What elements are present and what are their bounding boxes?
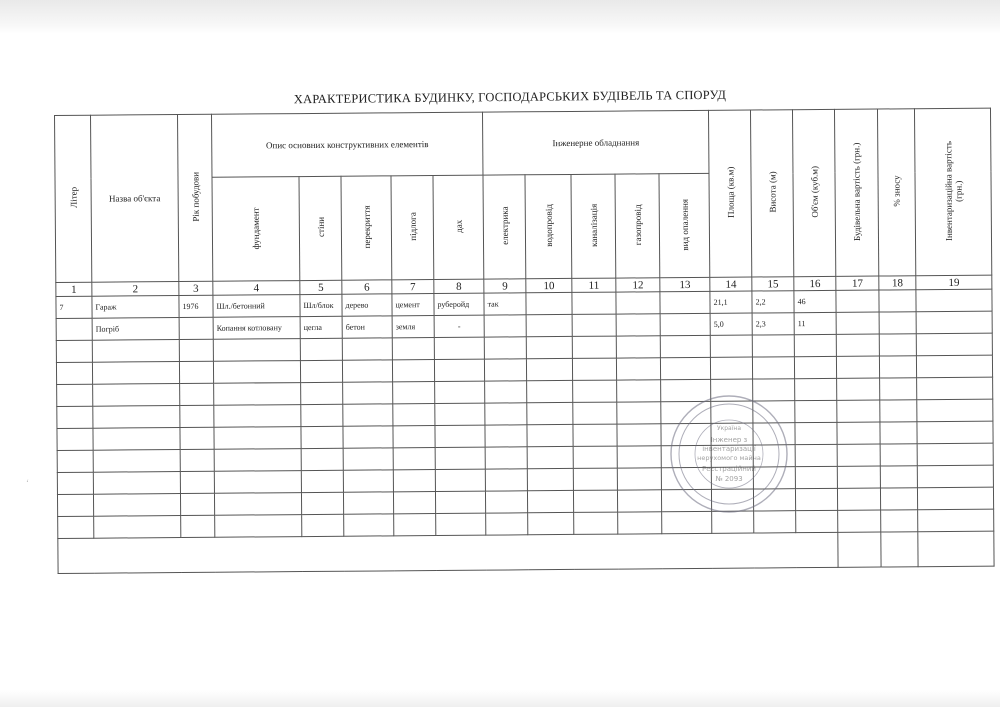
empty-cell [484,359,526,381]
cell-walls: Шл/блок [300,294,342,316]
empty-cell [343,382,393,404]
total-inventory-cost [918,531,994,567]
empty-cell [214,383,301,406]
column-number: 10 [526,278,572,292]
empty-cell [526,358,572,380]
empty-cell [393,382,435,404]
empty-cell [301,492,343,514]
empty-cell [57,428,93,450]
header-roof: дах [433,175,484,279]
empty-cell [434,359,484,381]
empty-cell [343,492,393,514]
empty-cell [57,384,93,406]
empty-cell [879,334,916,356]
empty-cell [343,448,393,470]
column-number: 12 [616,278,660,292]
cell-foundation: Шл./бетонний [213,295,300,318]
cell-liter: 7 [56,296,92,318]
column-number: 5 [300,280,342,294]
cell-area: 5,0 [710,313,752,335]
total-row-label [58,532,838,573]
empty-cell [485,469,527,491]
cell-ceilings: дерево [342,294,392,316]
cell-year: 1976 [179,295,213,317]
empty-cell [435,381,485,403]
empty-cell [796,488,838,510]
empty-cell [57,450,93,472]
empty-cell [56,362,92,384]
empty-cell [92,362,179,385]
empty-cell [660,335,710,357]
cell-inventory-cost [916,289,992,312]
header-volume: Об'єм (куб.м) [793,109,836,276]
cell-height: 2,2 [752,291,794,313]
empty-cell [917,465,993,488]
empty-cell [795,466,837,488]
empty-cell [344,514,394,536]
characteristics-table [54,108,995,574]
empty-cell [393,492,435,514]
cell-roof: - [434,315,484,337]
empty-cell [214,493,301,516]
column-number: 2 [92,282,179,297]
empty-cell [573,468,617,490]
empty-cell [301,404,343,426]
empty-cell [711,357,753,379]
empty-cell [485,447,527,469]
empty-cell [527,468,573,490]
cell-foundation [213,317,300,340]
header-liter: Літер [55,115,92,282]
empty-cell [573,424,617,446]
empty-cell [574,512,618,534]
cell-sewerage [572,292,616,314]
empty-cell [180,427,214,449]
cell-foundation-text: Копання котловану [216,323,282,333]
cell-build-cost [836,290,879,312]
cell-inventory-cost [916,311,992,334]
empty-cell [435,403,485,425]
empty-cell [880,400,917,422]
empty-cell [214,471,301,494]
empty-cell [58,516,94,538]
empty-cell [795,356,837,378]
empty-cell [795,400,837,422]
empty-cell [342,338,392,360]
cell-ceilings: бетон [342,316,392,338]
column-number: 13 [660,277,710,291]
empty-cell [573,402,617,424]
cell-wear [879,312,916,334]
empty-cell [918,487,994,510]
empty-cell [392,360,434,382]
empty-cell [616,358,660,380]
empty-cell [435,469,485,491]
round-seal-stamp [667,392,791,516]
empty-cell [917,421,993,444]
empty-cell [527,402,573,424]
cell-floor: земля [392,316,434,338]
total-build-cost [838,532,881,567]
header-area: Площа (кв.м) [709,110,752,277]
column-number: 18 [879,276,916,290]
empty-cell [434,337,484,359]
empty-cell [485,403,527,425]
cell-water [526,292,572,314]
empty-cell [180,383,214,405]
empty-cell [180,449,214,471]
empty-cell [392,338,434,360]
empty-cell [343,470,393,492]
stamp-line: Інженер з [710,436,748,444]
cell-walls: цегла [300,316,342,338]
empty-cell [393,426,435,448]
empty-cell [752,335,794,357]
empty-cell [838,488,881,510]
empty-cell [880,356,917,378]
cell-heating [660,291,710,313]
empty-cell [93,450,180,473]
column-number: 17 [836,276,879,290]
cell-heating [660,313,710,335]
empty-cell [572,336,616,358]
cell-wear [879,290,916,312]
empty-cell [214,405,301,428]
empty-cell [710,335,752,357]
empty-cell [301,448,343,470]
empty-cell [572,358,616,380]
empty-cell [301,426,343,448]
header-heating: вид опалення [659,173,710,277]
empty-cell [301,470,343,492]
cell-water [526,314,572,336]
empty-cell [435,447,485,469]
header-row-1 [55,108,992,178]
empty-cell [343,426,393,448]
empty-cell [618,490,662,512]
empty-cell [56,340,92,362]
empty-cell [93,384,180,407]
empty-cell [617,446,661,468]
cell-year [179,317,213,339]
empty-cell [180,405,214,427]
empty-cell [753,357,795,379]
header-floor: підлога [391,176,434,280]
empty-cell [214,427,301,450]
empty-cell [796,510,838,532]
column-number: 16 [794,276,836,290]
empty-cell [180,493,214,515]
empty-cell [618,512,662,534]
empty-cell [93,472,180,495]
empty-cell [300,338,342,360]
column-number: 11 [572,278,616,292]
empty-cell [486,513,528,535]
stamp-line: Україна [716,425,742,432]
empty-cell [57,494,93,516]
scan-mark: ʻ [26,478,29,488]
header-walls: стіни [299,176,342,280]
cell-volume: 46 [794,290,836,312]
empty-cell [795,422,837,444]
header-build-cost: Будівельна вартість (грн.) [835,109,879,276]
header-foundation: фундамент [212,177,300,282]
cell-name: Погріб [92,318,179,341]
header-gas: газопровід [615,174,660,278]
column-number: 14 [710,277,752,291]
column-number: 8 [434,279,484,293]
empty-cell [836,334,879,356]
total-row [58,531,994,573]
column-number: 9 [484,279,526,293]
empty-cell [617,402,661,424]
header-ceilings: перекриття [341,176,392,280]
empty-cell [57,406,93,428]
empty-cell [527,380,573,402]
header-sewerage: каналізація [571,174,616,278]
stamp-line: нерухомого майна [697,454,761,462]
header-elements-group: Опис основних конструктивних елементів [211,112,483,177]
empty-cell [917,443,993,466]
empty-cell [837,444,880,466]
cell-electricity: так [484,293,526,315]
empty-cell [880,466,917,488]
header-water: водопровід [525,174,572,278]
empty-cell [880,422,917,444]
empty-cell [343,404,393,426]
empty-cell [660,357,710,379]
empty-cell [917,355,993,378]
empty-cell [795,444,837,466]
stamp-line: № 2093 [715,475,743,483]
empty-cell [837,422,880,444]
empty-cell [527,446,573,468]
empty-cell [837,356,880,378]
cell-floor: цемент [392,294,434,316]
empty-cell [837,378,880,400]
cell-roof: руберойд [434,293,484,315]
cell-liter [56,318,92,340]
empty-cell [393,404,435,426]
empty-cell [92,340,179,363]
empty-cell [881,510,918,532]
empty-cell [484,337,526,359]
empty-cell [528,512,574,534]
empty-cell [94,516,181,539]
cell-gas [616,314,660,336]
empty-cell [393,448,435,470]
header-height: Висота (м) [751,110,794,277]
empty-cell [916,333,992,356]
empty-cell [214,449,301,472]
empty-cell [917,399,993,422]
empty-cell [93,494,180,517]
empty-cell [881,488,918,510]
empty-cell [526,336,572,358]
empty-cell [485,381,527,403]
cell-build-cost [836,312,879,334]
column-number: 15 [752,277,794,291]
empty-cell [180,471,214,493]
empty-cell [527,424,573,446]
empty-cell [573,446,617,468]
header-inventory-cost: Інвентаризаційна вартість (грн.) [915,108,992,276]
empty-cell [300,360,342,382]
column-number: 7 [392,280,434,294]
column-number: 3 [179,281,213,295]
empty-cell [435,425,485,447]
empty-cell [617,424,661,446]
empty-cell [394,514,436,536]
empty-cell [436,513,486,535]
empty-cell [837,400,880,422]
empty-cell [393,470,435,492]
header-name: Назва об'єкта [91,115,179,283]
empty-cell [179,339,213,361]
scan-shadow-bottom [0,690,1000,707]
empty-cell [57,472,93,494]
cell-gas [616,292,660,314]
empty-cell [838,510,881,532]
header-engineering-group: Інженерне обладнання [483,110,710,175]
empty-cell [795,378,837,400]
empty-cell [573,380,617,402]
scan-shadow-top [0,0,1000,34]
stamp-line: інвентаризації [702,445,756,453]
column-number: 6 [342,280,392,294]
empty-cell [880,444,917,466]
empty-cell [435,491,485,513]
header-electricity: електрика [483,175,526,279]
empty-cell [574,490,618,512]
stamp-line: Реєстраційний [702,465,756,473]
empty-cell [213,339,300,362]
empty-cell [215,515,302,538]
total-wear [881,532,918,567]
cell-volume: 11 [794,312,836,334]
empty-cell [181,515,215,537]
cell-electricity [484,315,526,337]
empty-cell [616,336,660,358]
column-number: 19 [916,275,992,290]
empty-cell [617,380,661,402]
empty-cell [213,361,300,384]
column-number: 1 [56,282,92,296]
empty-cell [880,378,917,400]
empty-cell [918,509,994,532]
empty-cell [302,514,344,536]
empty-cell [486,491,528,513]
empty-cell [485,425,527,447]
empty-cell [528,490,574,512]
cell-name: Гараж [92,296,179,319]
header-wear: % зносу [878,109,916,276]
document-title: ХАРАКТЕРИСТИКА БУДИНКУ, ГОСПОДАРСЬКИХ БУДІВЕЛЬ ТА СПОРУД [293,87,727,107]
cell-height: 2,3 [752,313,794,335]
empty-cell [837,466,880,488]
empty-cell [179,361,213,383]
empty-cell [93,406,180,429]
column-number: 4 [213,281,300,296]
cell-area: 21,1 [710,291,752,313]
empty-cell [917,377,993,400]
empty-cell [617,468,661,490]
empty-cell [794,334,836,356]
empty-cell [301,382,343,404]
empty-cell [93,428,180,451]
header-year: Рік побудови [178,114,213,281]
empty-cell [342,360,392,382]
cell-sewerage [572,314,616,336]
